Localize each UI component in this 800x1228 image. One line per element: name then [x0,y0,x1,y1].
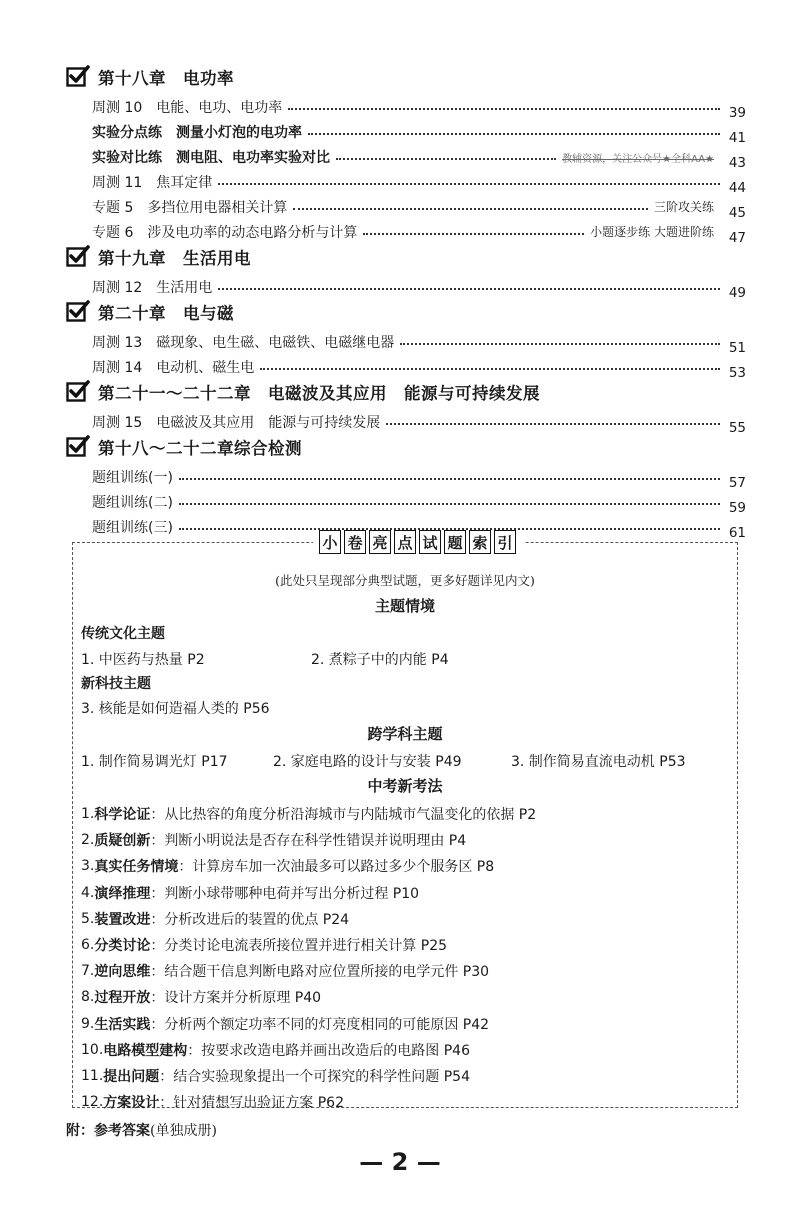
highlight-index-box [72,533,738,1112]
toc-entry[interactable]: 周测 10 电能、电功、电功率 39 [92,100,746,121]
index-link[interactable]: 1. 中医药与热量 P2 [81,652,205,668]
checkbox-checked-icon [66,245,90,269]
index-link[interactable]: 3. 制作简易直流电动机 P53 [511,754,686,770]
index-subtitle: (此处只呈现部分典型试题，更多好题详见内文) [275,573,535,588]
chapter-title: 第十八～二十二章综合检测 [98,439,302,458]
list-item[interactable]: 1. 科学论证 ：从比热容的角度分析沿海城市与内陆城市气温变化的依据 P2 [81,806,537,824]
toc-entry[interactable]: 专题 6 涉及电功率的动态电路分析与计算 小题逐步练 大题进阶练 47 [92,225,746,246]
new-exam-list [81,801,536,1115]
list-item[interactable]: 12. 方案设计 ：针对猜想写出验证方案 P62 [81,1094,344,1112]
list-item[interactable]: 3. 真实任务情境 ：计算房车加一次油最多可以路过多少个服务区 P8 [81,858,495,876]
toc-entry[interactable]: 题组训练(三) 61 [92,520,746,541]
cross-heading: 跨学科主题 [367,725,443,743]
page-number: 39 [728,105,746,121]
page-number: 43 [728,155,746,171]
toc-entry[interactable]: 实验分点练 测量小灯泡的电功率 41 [92,125,746,146]
theme-heading: 主题情境 [374,597,435,615]
tech-heading: 新科技主题 [81,676,151,692]
page-number: 53 [728,365,746,381]
list-item[interactable]: 11. 提出问题 ：结合实验现象提出一个可探究的科学性问题 P54 [81,1067,470,1085]
page-number: 59 [728,500,746,516]
index-link[interactable]: 2. 家庭电路的设计与安装 P49 [273,754,462,770]
entry-tag: 小题逐步练 大题进阶练 [590,225,714,239]
page-number: 44 [728,180,746,196]
page-number: 47 [728,230,746,246]
toc-entry[interactable]: 周测 12 生活用电 49 [92,280,746,301]
chapter-21-22-heading[interactable] [66,377,746,407]
appendix-note: 附：参考答案(单独成册) [66,1123,217,1139]
chapter-title: 第二十章 电与磁 [98,304,234,323]
list-item[interactable]: 7. 逆向思维 ：结合题干信息判断电路对应位置所接的电学元件 P30 [81,963,490,981]
page-number-footer: — 2 — [359,1148,441,1176]
page-number: 45 [728,205,746,221]
chapter-title: 第十九章 生活用电 [98,249,251,268]
index-link[interactable]: 2. 煮粽子中的内能 P4 [311,652,449,668]
toc-entry[interactable]: 题组训练(二) 59 [92,495,746,516]
chapter-title: 第二十一～二十二章 电磁波及其应用 能源与可持续发展 [98,384,540,403]
table-of-contents [66,62,746,541]
list-item[interactable]: 2. 质疑创新 ：判断小明说法是否存在科学性错误并说明理由 P4 [81,832,467,850]
comprehensive-test-heading[interactable] [66,432,746,462]
toc-entry[interactable]: 实验对比练 测电阻、电功率实验对比 教辅资源，关注公众号★全科AA★ 43 [92,150,746,171]
chapter-20-heading[interactable] [66,297,746,327]
toc-entry[interactable]: 题组训练(一) 57 [92,470,746,491]
chapter-title: 第十八章 电功率 [98,69,234,88]
index-link[interactable]: 3. 核能是如何造福人类的 P56 [81,701,270,717]
toc-entry[interactable]: 周测 13 磁现象、电生磁、电磁铁、电磁继电器 51 [92,335,746,356]
index-link[interactable]: 1. 制作简易调光灯 P17 [81,754,228,770]
toc-entry[interactable]: 周测 11 焦耳定律 44 [92,175,746,196]
page-number: 49 [728,285,746,301]
toc-entry[interactable]: 周测 15 电磁波及其应用 能源与可持续发展 55 [92,415,746,436]
culture-heading: 传统文化主题 [81,626,165,642]
checkbox-checked-icon [66,300,90,324]
page-number: 55 [728,420,746,436]
index-title: 小 卷 亮 点 试 题 索 引 [313,530,525,558]
checkbox-checked-icon [66,65,90,89]
page-number: 61 [728,525,746,541]
list-item[interactable]: 10. 电路模型建构 ：按要求改造电路并画出改造后的电路图 P46 [81,1041,470,1059]
list-item[interactable]: 5. 装置改进 ：分析改进后的装置的优点 P24 [81,910,350,928]
page-number: 51 [728,340,746,356]
toc-entry[interactable]: 周测 14 电动机、磁生电 53 [92,360,746,381]
toc-entry[interactable]: 专题 5 多挡位用电器相关计算 三阶攻关练 45 [92,200,746,221]
checkbox-checked-icon [66,380,90,404]
list-item[interactable]: 6. 分类讨论 ：分类讨论电流表所接位置并进行相关计算 P25 [81,937,448,955]
list-item[interactable]: 4. 演绎推理 ：判断小球带哪种电荷并写出分析过程 P10 [81,884,420,902]
page-number: 41 [728,130,746,146]
page-number: 57 [728,475,746,491]
watermark-text: 教辅资源，关注公众号★全科AA★ [562,154,714,165]
entry-tag: 三阶攻关练 [653,200,714,214]
chapter-19-heading[interactable] [66,242,746,272]
list-item[interactable]: 8. 过程开放 ：设计方案并分析原理 P40 [81,989,322,1007]
list-item[interactable]: 9. 生活实践 ：分析两个额定功率不同的灯亮度相同的可能原因 P42 [81,1015,490,1033]
chapter-18-heading[interactable] [66,62,746,92]
checkbox-checked-icon [66,435,90,459]
new-exam-heading: 中考新考法 [367,777,443,795]
